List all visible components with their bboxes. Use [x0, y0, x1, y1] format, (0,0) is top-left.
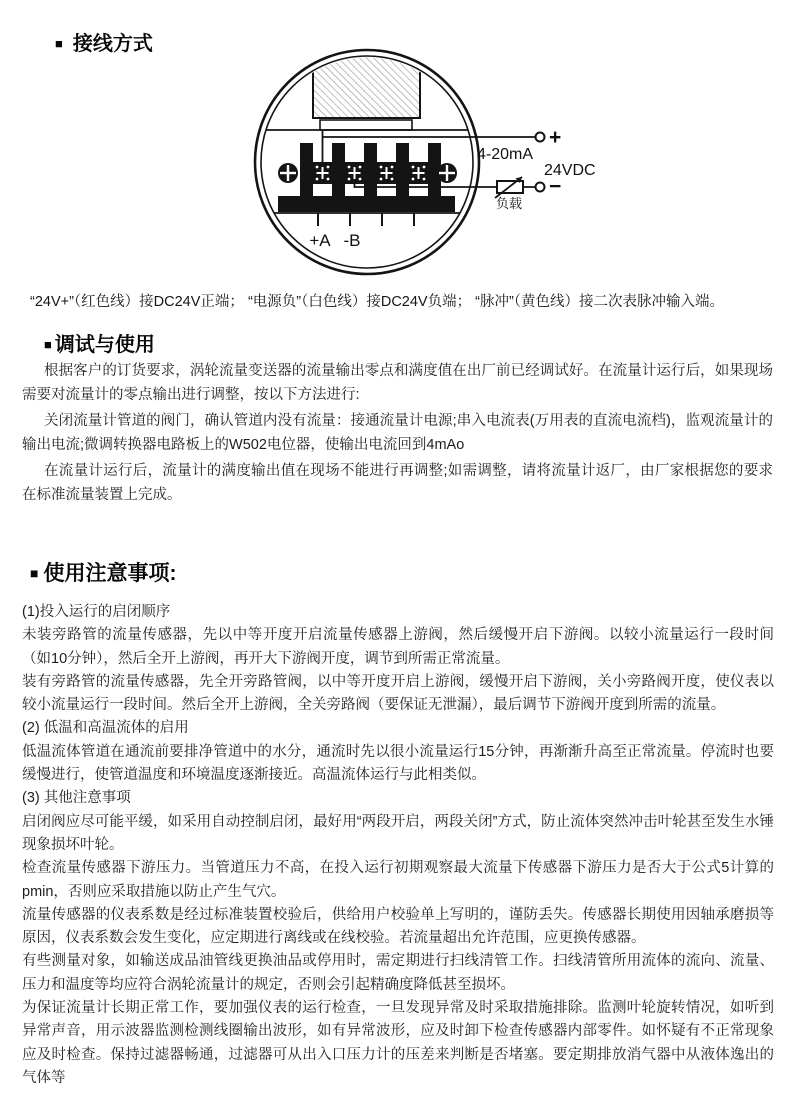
- note-item-heading: (1)投入运行的启闭顺序: [22, 604, 171, 620]
- note-item: 有些测量对象，如输送成品油管线更换油品或停用时，需定期进行扫线清管工作。扫线清管所用流体的流向、流量、压力和温度等均应符合涡轮流量计的规定，否则会引起精确度降低甚至损坏。: [22, 953, 774, 993]
- label-terminal-a: +A: [309, 231, 331, 250]
- terminal-plus-node: [536, 133, 545, 142]
- load-symbol: [495, 177, 523, 198]
- paragraph: 根据客户的订货要求，涡轮流量变送器的流量输出零点和满度值在出厂前已经调试好。在流量计运行后，如果现场需要对流量计的零点输出进行调整，按以下方法进行:: [22, 363, 773, 403]
- note-item: 为保证流量计长期正常工作，要加强仪表的运行检查，一旦发现异常及时采取措施排除。监测叶轮旋转情况，如听到异常声音，用示波器监测检测线圈输出波形，如有异常波形，应及时卸下检查传感器内部零件。如怀疑有不正常现象应及时检查。保持过滤器畅通，过滤器可从出入口压力计的压差来判断是否堵塞。要定期排放消气器中从液体逸出的气体等: [22, 1000, 774, 1086]
- paragraph: 关闭流量计管道的阀门，确认管道内没有流量：接通流量计电源;串入电流表(万用表的直流电流档)，监观流量计的输出电流;微调转换器电路板上的W502电位器，使输出电流回到4mAo: [22, 413, 773, 453]
- label-terminal-b: -B: [343, 231, 361, 250]
- label-plus-sign: +: [549, 126, 562, 149]
- terminal-minus-node: [536, 183, 545, 192]
- wiring-terminal-diagram: [235, 40, 635, 295]
- mounting-screw-left: [278, 163, 298, 183]
- section-title-notes: [30, 557, 176, 587]
- note-item: 流量传感器的仪表系数是经过标准装置校验后，供给用户校验单上写明的，谨防丢失。传感器长期使用因轴承磨损等原因，仪表系数会发生变化，应定期进行离线或在线校验。若流量超出允许范围，应更换传感器。: [22, 906, 774, 947]
- note-item-heading: (3) 其他注意事项: [22, 790, 131, 807]
- debug-usage-paragraphs: [22, 360, 773, 510]
- label-4-20ma: 4-20mA: [476, 146, 533, 163]
- note-item: 装有旁路管的流量传感器，先全开旁路管阀，以中等开度开启上游阀，缓慢开启下游阀，关小旁路阀开度，使仪表以较小流量运行一段时间。然后全开上游阀，全关旁路阀（要保证无泄漏），最后调节下游阀开度到所需的流量。: [22, 673, 774, 714]
- section-title-debug-text: 调试与使用: [54, 334, 155, 356]
- section-title-wiring: [55, 27, 153, 56]
- note-item: 未装旁路管的流量传感器，先以中等开度开启流量传感器上游阀，然后缓慢开启下游阀。以较小流量运行一段时间（如10分钟），然后全开上游阀，再开大下游阀开度，调节到所需正常流量。: [22, 627, 774, 667]
- note-item: 检查流量传感器下游压力。当管道压力不高，在投入运行初期观察最大流量下传感器下游压力是否大于公式5计算的pmin，否则应采取措施以防止产生气穴。: [22, 860, 774, 900]
- label-24vdc: 24VDC: [544, 162, 596, 179]
- paragraph: 在流量计运行后，流量计的满度输出值在现场不能进行再调整;如需调整，请将流量计返厂，由厂家根据您的要求在标准流量装置上完成。: [22, 463, 773, 503]
- wire-color-note: “24V+”（红色线）接DC24V正端； “电源负”（白色线）接DC24V负端； “脉冲”（黄色线）接二次表脉冲输入端。: [30, 294, 725, 310]
- transmitter-base-plate: [320, 120, 412, 130]
- section-title-wiring-text: 接线方式: [72, 33, 153, 55]
- usage-notes-paragraphs: [22, 601, 774, 1090]
- label-minus-sign: −: [549, 175, 562, 198]
- section-title-debug: [44, 328, 155, 357]
- note-item: 低温流体管道在通流前要排净管道中的水分，通流时先以很小流量运行15分钟，再渐渐升高至正常流量。停流时也要缓慢进行，使管道温度和环境温度逐渐接近。高温流体运行与此相类似。: [22, 743, 774, 784]
- section-title-notes-text: 使用注意事项:: [43, 562, 177, 585]
- mounting-screw-right: [437, 163, 457, 183]
- note-item: 启闭阀应尽可能平缓，如采用自动控制启闭，最好用“两段开启，两段关闭”方式，防止流体突然冲击叶轮甚至发生水锤现象损坏叶轮。: [22, 813, 774, 853]
- section-bullet-icon: ■: [55, 36, 63, 51]
- label-load: 负载: [495, 196, 523, 211]
- section-bullet-icon: ■: [44, 337, 52, 352]
- section-bullet-icon: ■: [30, 565, 39, 581]
- note-item-heading: (2) 低温和高温流体的启用: [22, 720, 189, 737]
